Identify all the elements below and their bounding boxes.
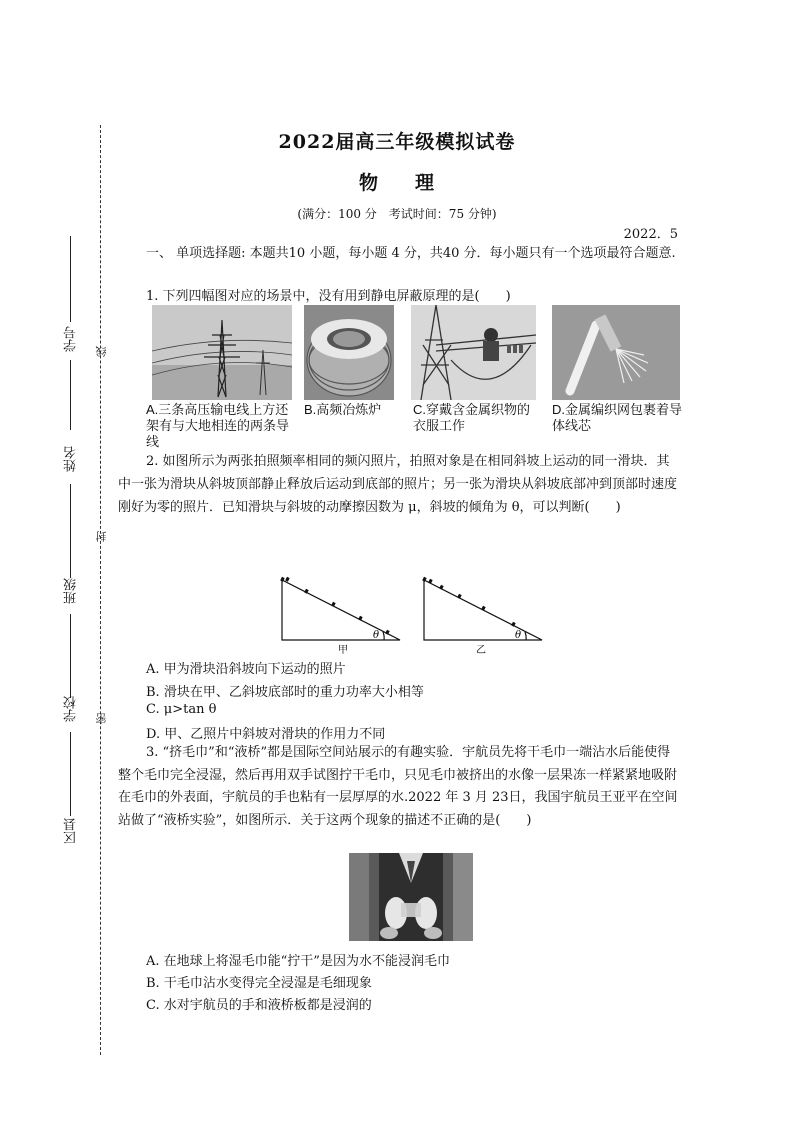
side-underline-student-id[interactable]	[70, 236, 71, 322]
q1-option-b[interactable]	[304, 402, 404, 419]
q3-option-a[interactable]: A. 在地球上将湿毛巾能“拧干”是因为水不能浸润毛巾	[146, 954, 450, 969]
q1-stem: 1. 下列四幅图对应的场景中，没有用到静电屏蔽原理的是( )	[146, 289, 511, 304]
q1-option-b-label: B.	[304, 402, 317, 417]
q1-photo-a	[152, 305, 292, 400]
q2-angle-label: θ	[373, 630, 380, 641]
q1-option-b-text: 高频冶炼炉	[316, 403, 382, 418]
q2-option-d[interactable]: D. 甲、乙照片中斜坡对滑块的作用力不同	[146, 727, 386, 742]
q1-option-d[interactable]	[552, 402, 687, 435]
q2-fig-label-yi: 乙	[476, 645, 486, 654]
q1-option-c-label: C.	[413, 402, 426, 417]
side-mark-seal: 封	[95, 531, 108, 542]
q1-photo-d	[552, 305, 680, 400]
q2-option-b[interactable]: B. 滑块在甲、乙斜坡底部时的重力功率大小相等	[146, 685, 424, 700]
q2-option-c[interactable]: C. μ>tan θ	[146, 702, 217, 717]
side-underline-school[interactable]	[70, 732, 71, 816]
side-underline-name-top	[70, 360, 71, 430]
q3-stem: 3. “挤毛巾”和“液桥”都是国际空间站展示的有趣实验．宇航员先将干毛巾一端沾水后能使得整个毛巾完全浸湿，然后再用双手试图拧干毛巾，只见毛巾被挤出的水像一层果冻一样紧紧地吸附在毛巾的外表面，宇航员的手也粘有一层厚厚的水.2022 年 3 月 23日，我国宇航员王亚平在空间站做了“液桥实验”，如图所示．关于这两个现象的描述不正确的是( )	[118, 745, 678, 828]
q2-option-a[interactable]: A. 甲为滑块沿斜坡向下运动的照片	[146, 662, 346, 677]
side-mark-secret: 密	[95, 713, 108, 724]
q3-photo-liquid-bridge	[349, 853, 473, 941]
side-label-class: 班级	[64, 578, 79, 604]
q3-option-c[interactable]: C. 水对宇航员的手和液桥板都是浸润的	[146, 998, 372, 1013]
section-heading: 一、 单项选择题: 本题共10 小题，每小题 4 分，共40 分．每小题只有一个选项最符合题意.	[146, 246, 676, 261]
q2-fig-label-jia: 甲	[338, 645, 348, 654]
side-underline-name[interactable]	[70, 484, 71, 578]
q1-option-a-text: 三条高压输电线上方还架有与大地相连的两条导线	[146, 403, 290, 450]
exam-date: 2022．5	[623, 227, 678, 242]
side-label-school: 学校	[64, 696, 79, 722]
subject-char: 物	[358, 172, 379, 194]
q2-stem: 2. 如图所示为两张拍照频率相同的频闪照片，拍照对象是在相同斜坡上运动的同一滑块．其中一张为滑块从斜坡顶部静止释放后运动到底部的照片；另一张为滑块从斜坡底部冲到顶部时速度刚好为零的照片．已知滑块与斜坡的动摩擦因数为 μ，斜坡的倾角为 θ，可以判断( )	[118, 454, 678, 515]
q1-photo-b	[304, 305, 394, 400]
q1-option-a[interactable]	[146, 402, 296, 451]
q1-option-d-label: D.	[552, 402, 565, 417]
subject-title	[0, 168, 794, 195]
q2-angle-label: θ	[515, 630, 522, 641]
q1-option-c[interactable]	[413, 402, 535, 435]
side-label-student-id: 学号	[64, 326, 79, 352]
exam-title: 2022届高三年级模拟试卷	[278, 131, 516, 153]
q3-option-b[interactable]: B. 干毛巾沾水变得完全浸湿是毛细现象	[146, 976, 372, 991]
q2-figure-jia	[276, 574, 406, 654]
binding-dashed-line	[100, 125, 101, 1055]
side-label-district: 区县	[64, 818, 79, 844]
subject-char: 理	[415, 172, 436, 194]
q1-photo-c	[411, 305, 536, 400]
side-mark-line: 线	[95, 346, 108, 357]
side-underline-class[interactable]	[70, 614, 71, 698]
q2-figure-yi	[418, 574, 548, 654]
q1-option-c-text: 穿戴含金属织物的衣服工作	[413, 403, 531, 434]
exam-meta: (满分：100 分 考试时间：75 分钟)	[297, 207, 497, 221]
q1-option-a-label: A.	[146, 402, 159, 417]
side-label-name: 姓名	[64, 446, 79, 472]
q1-option-d-text: 金属编织网包裹着导体线芯	[552, 403, 683, 434]
